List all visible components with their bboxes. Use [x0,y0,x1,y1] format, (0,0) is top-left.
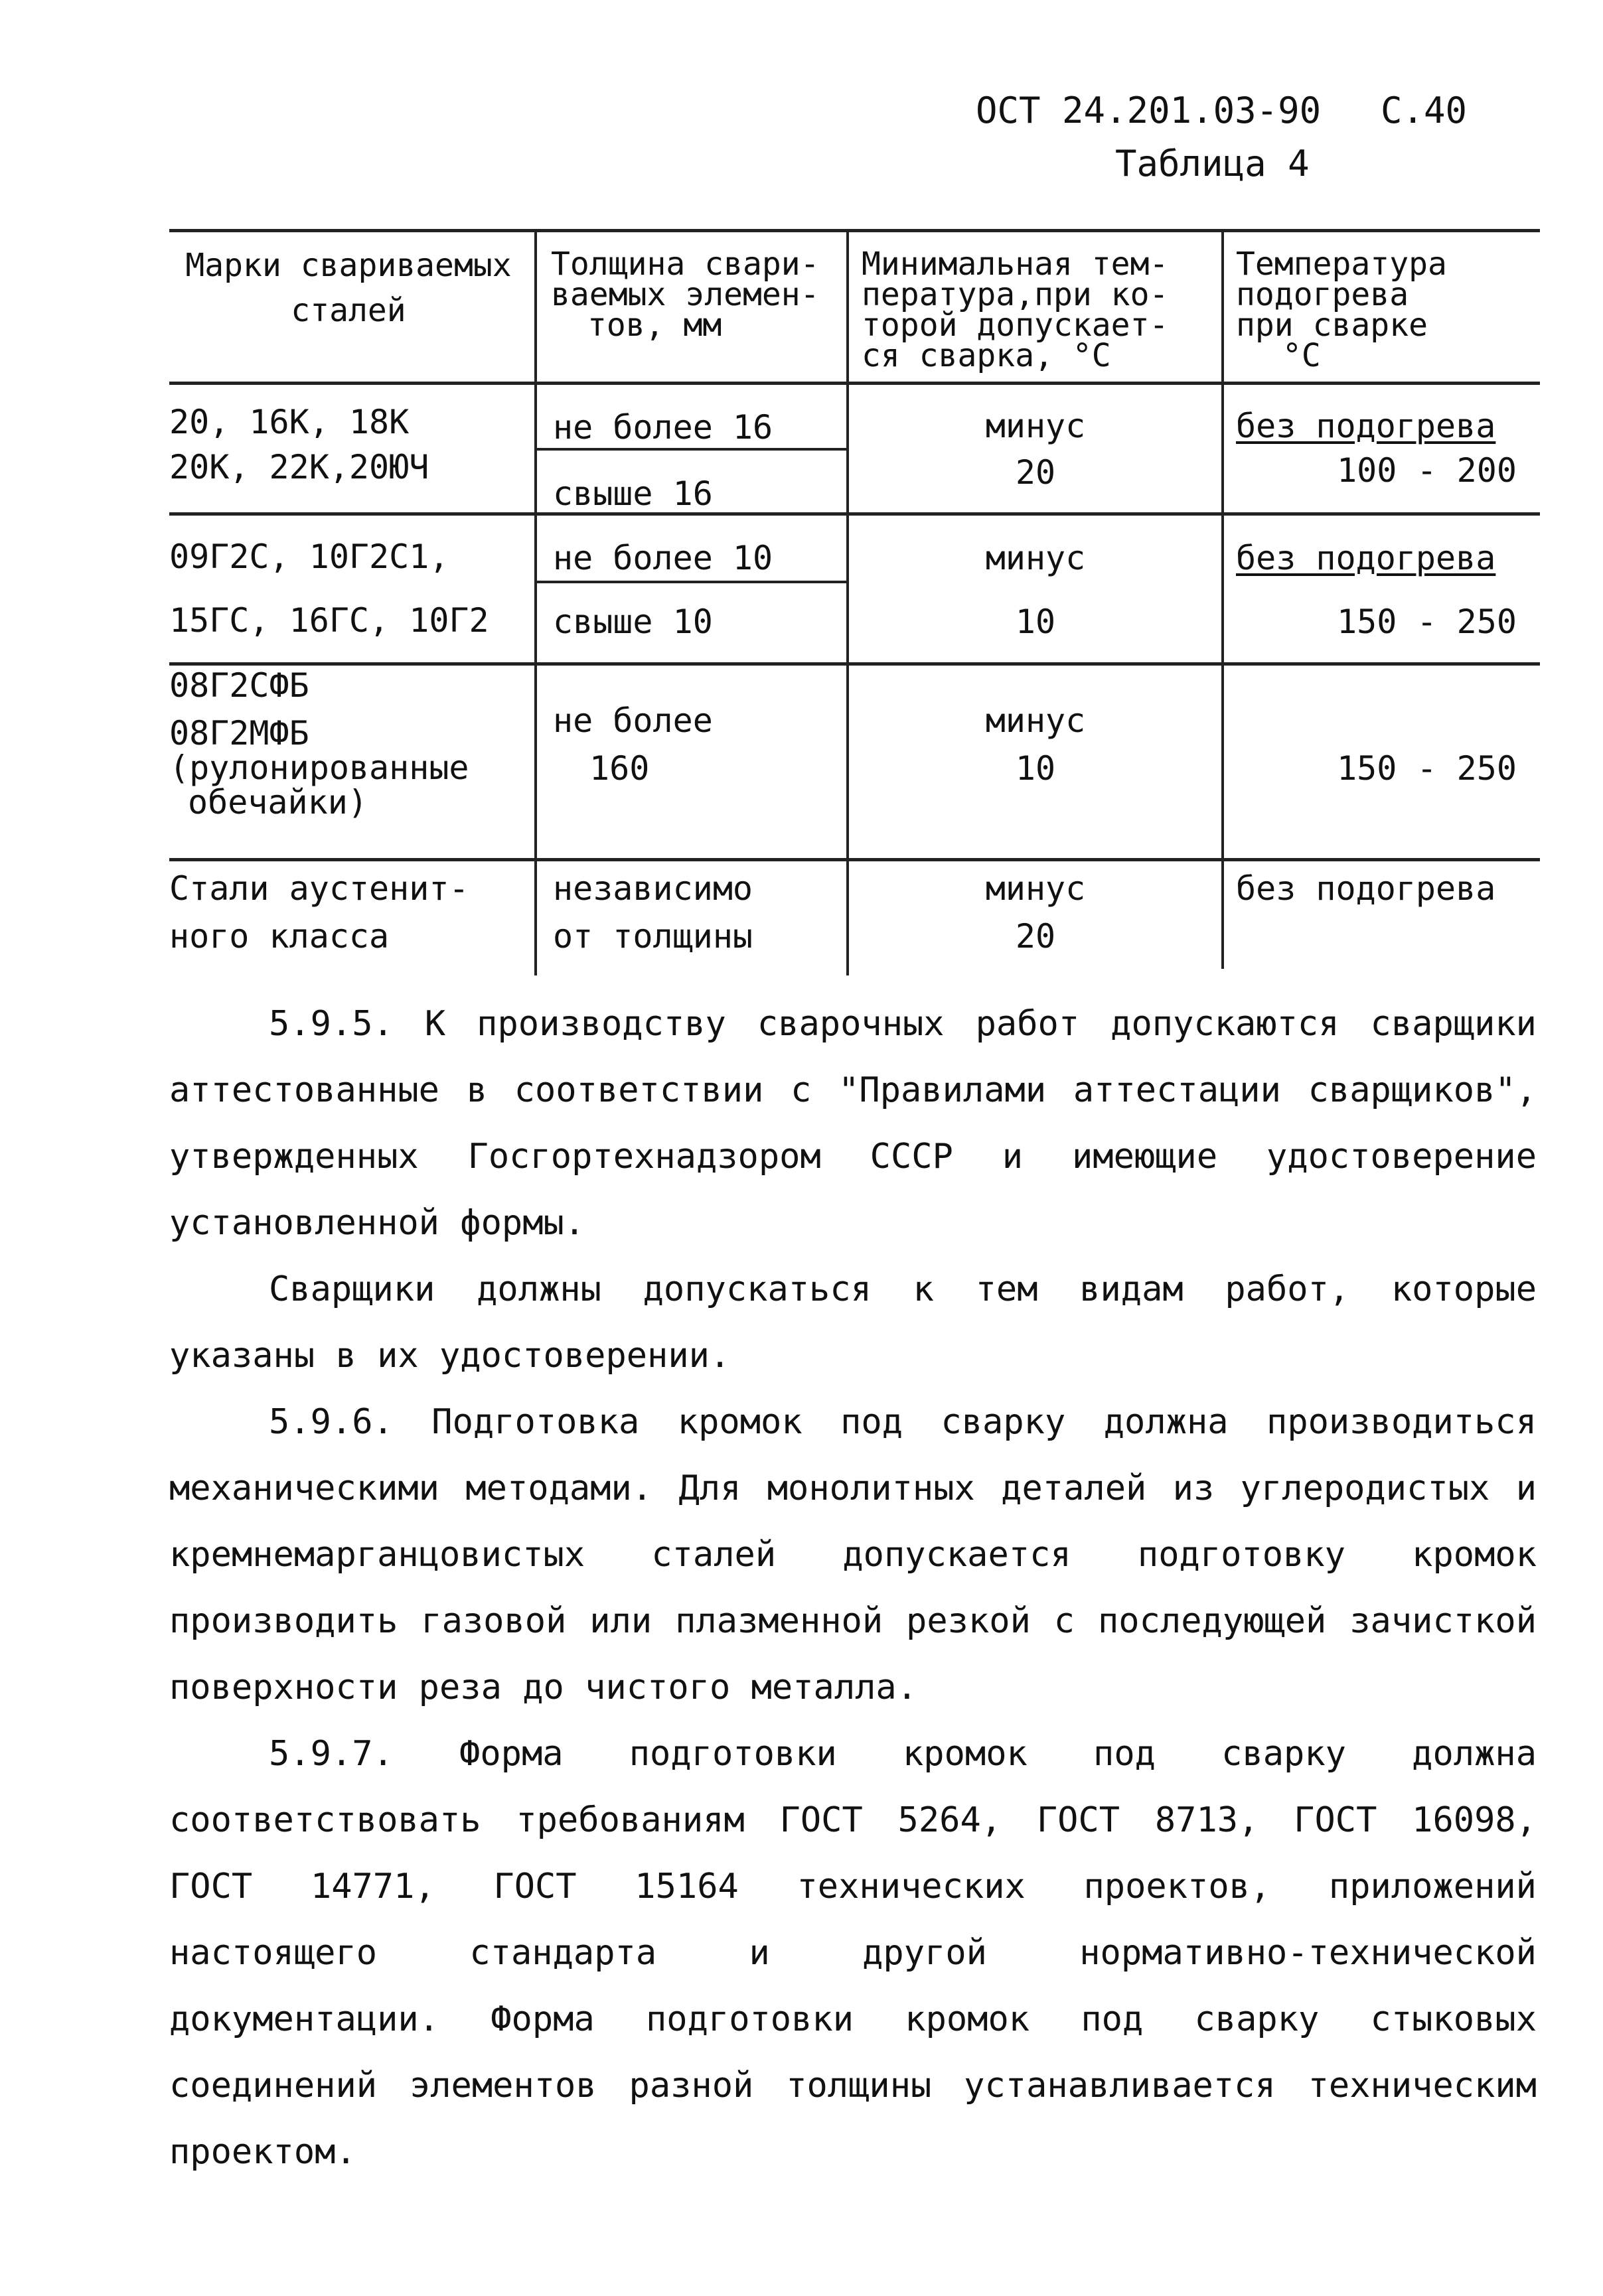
row4-thickness: независимо от толщины [553,869,753,956]
paragraph-5-9-5: 5.9.5. К производству сварочных работ допускаются сварщики аттестованные в соответствии с "Правилами аттестации сварщиков", утвержденных Госгортехнадзором СССР и имеющие удостоверение установленной формы. [169,1004,1537,1243]
row3-grades: 08Г2СФБ 08Г2МФБ (рулонированные обечайки) [169,666,469,822]
row2-split-rule [534,581,846,583]
row1-split-rule [534,448,846,451]
row1-rule [169,512,1540,516]
row1-thickness-b: свыше 16 [553,474,713,513]
steel-table [169,229,1540,972]
row2-min-temp: минус 10 [985,539,1086,641]
col-rule-3 [1221,229,1224,969]
col-rule-2 [846,229,849,975]
row1-min-temp: минус 20 [985,407,1086,492]
row4-grades: Стали аустенит- ного класса [169,869,469,956]
col-rule-1 [534,229,537,975]
table-title: Таблица 4 [1115,143,1310,184]
row3-min-temp: минус 10 [985,701,1086,788]
header-grades: Марки свариваемых сталей [185,247,512,329]
row1-preheat-b: 100 - 200 [1337,451,1517,490]
table-header-rule [169,382,1540,385]
document-code: ОСТ 24.201.03-90 [976,90,1322,131]
row3-rule [169,858,1540,861]
table-top-rule [169,229,1540,232]
row3-thickness: не более 160 [553,701,713,788]
row1-grades: 20, 16К, 18К 20К, 22К,20ЮЧ [169,403,429,486]
paragraph-welders: Сварщики должны допускаться к тем видам работ, которые указаны в их удостоверении. [169,1269,1537,1376]
row1-thickness-a: не более 16 [553,408,773,447]
row4-min-temp: минус 20 [985,869,1086,956]
row2-preheat-a: без подогрева [1236,539,1496,577]
paragraph-5-9-6: 5.9.6. Подготовка кромок под сварку должна производиться механическими методами. Для монолитных деталей из углеродистых и кремнемарганцовистых сталей допускается подготовку кромок производить газовой или плазменной резкой с последующей зачисткой поверхности реза до чистого металла. [169,1402,1537,1707]
row3-preheat: 150 - 250 [1337,749,1517,788]
page-number: С.40 [1381,90,1468,131]
row2-preheat-b: 150 - 250 [1337,603,1517,641]
row2-thickness-b: свыше 10 [553,603,713,641]
header-min-temp: Минимальная тем- пература,при ко- торой допускает- ся сварка, °С [862,246,1169,374]
header-thickness: Толщина свари- ваемых элемен- тов, мм [551,246,820,344]
paragraph-5-9-7: 5.9.7. Форма подготовки кромок под сварку должна соответствовать требованиям ГОСТ 5264, ГОСТ 8713, ГОСТ 16098, ГОСТ 14771, ГОСТ 15164 технических проектов, приложений настоящего стандарта и другой нормативно-технической документации. Форма подготовки кромок под сварку стыковых соединений элементов разной толщины устанавливается техническим проектом. [169,1734,1537,2172]
row2-thickness-a: не более 10 [553,539,773,577]
row4-preheat: без подогрева [1236,869,1496,908]
row2-grades: 09Г2С, 10Г2С1, 15ГС, 16ГС, 10Г2 [169,538,489,640]
row1-preheat-a: без подогрева [1236,407,1496,445]
header-preheat: Температура подогрева при сварке °С [1236,246,1447,374]
row2-rule [169,662,1540,666]
